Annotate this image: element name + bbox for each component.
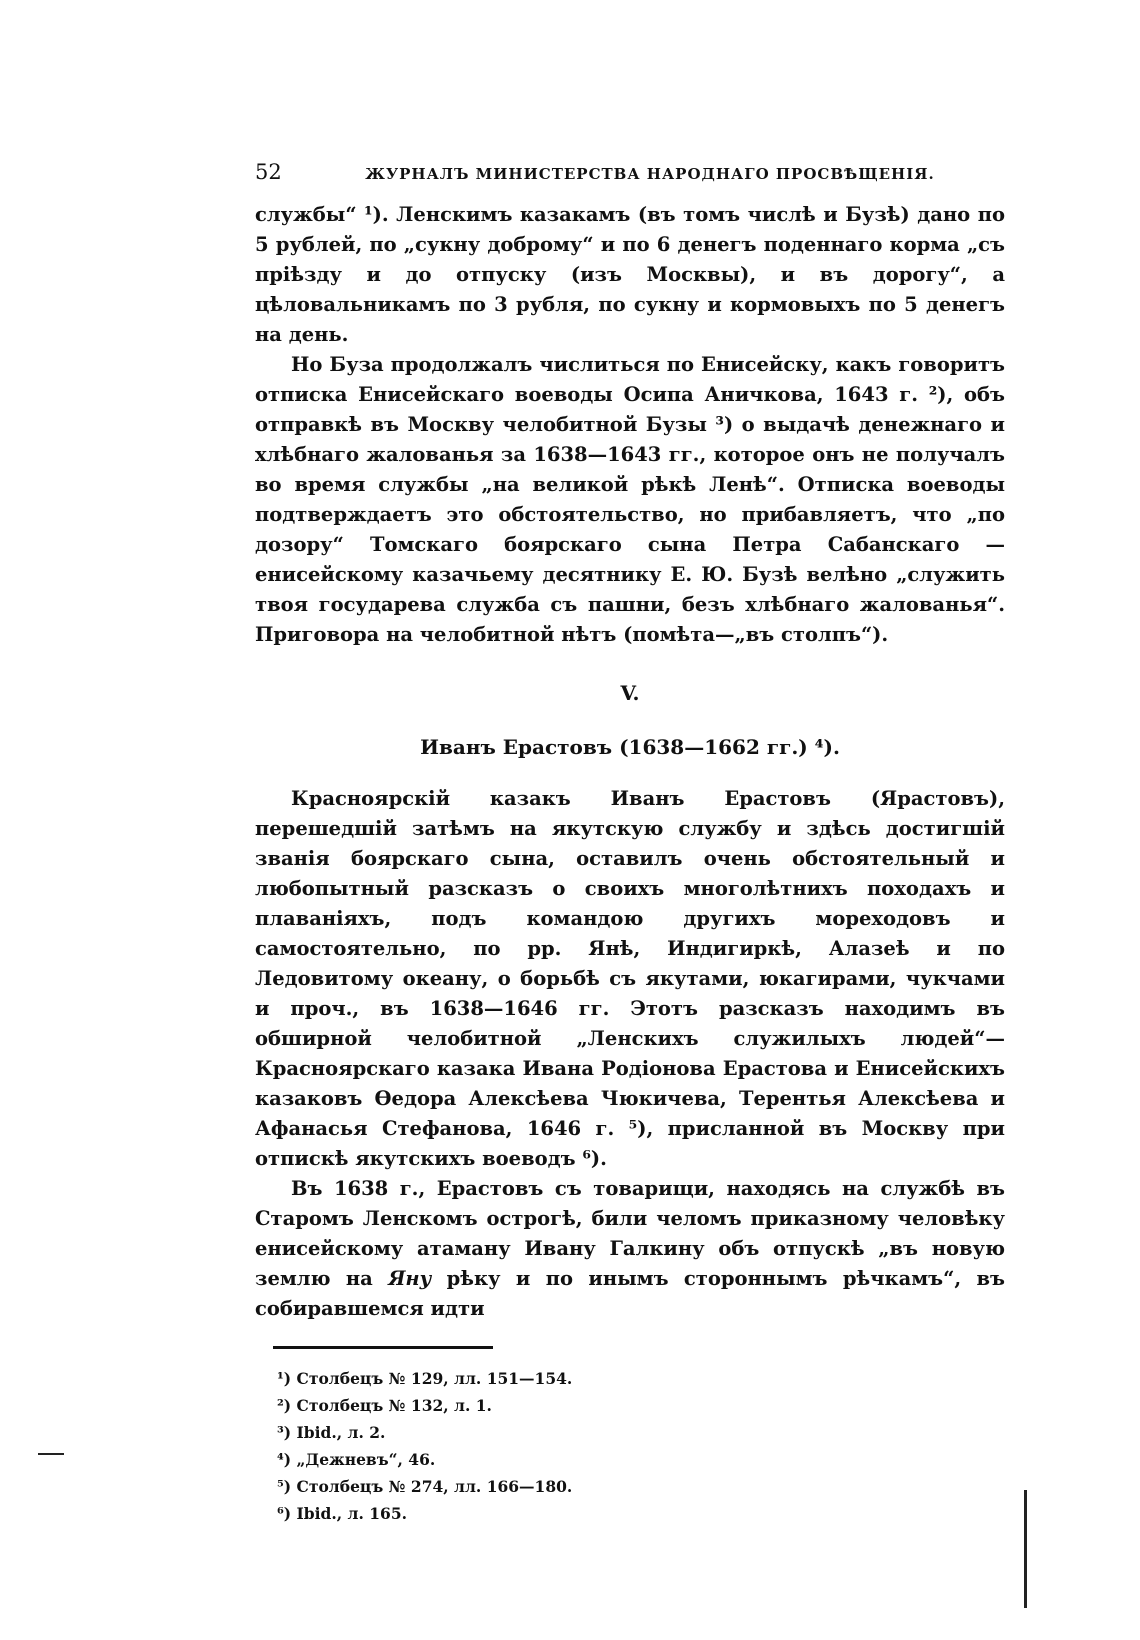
body-text bbox=[255, 200, 1005, 1324]
scan-edge-mark-left bbox=[38, 1453, 64, 1455]
section-number: V. bbox=[620, 681, 640, 705]
footnote-6: ⁶) Ibid., л. 165. bbox=[277, 1504, 407, 1523]
footnotes bbox=[255, 1365, 1005, 1527]
document-page bbox=[255, 160, 1005, 1527]
footnote-3: ³) Ibid., л. 2. bbox=[277, 1423, 386, 1442]
scan-edge-mark-right bbox=[1024, 1490, 1027, 1608]
section-title: Иванъ Ерастовъ (1638—1662 гг.) ⁴). bbox=[420, 735, 840, 759]
paragraph-4-end: рѣку и по инымъ стороннымъ рѣчкамъ“, въ собиравшемся идти bbox=[255, 1267, 1005, 1320]
footnote-divider bbox=[273, 1346, 493, 1349]
paragraph-1: службы“ ¹). Ленскимъ казакамъ (въ томъ числѣ и Бузѣ) дано по 5 рублей, по „сукну доброму“ и по 6 денегъ поденнаго корма „съ пріѣзду и до отпуску (изъ Москвы), и въ дорогу“, а цѣловальникамъ по 3 рубля, по сукну и кормовыхъ по 5 денегъ на день. bbox=[255, 203, 1005, 346]
footnote-1: ¹) Столбецъ № 129, лл. 151—154. bbox=[277, 1369, 573, 1388]
river-name-italic: Яну bbox=[388, 1267, 432, 1290]
page-header bbox=[255, 160, 1005, 200]
paragraph-2: Но Буза продолжалъ числиться по Енисейску, какъ говоритъ отписка Енисейскаго воеводы Осипа Аничкова, 1643 г. ²), объ отправкѣ въ Москву челобитной Бузы ³) о выдачѣ денежнаго и хлѣбнаго жалованья за 1638—1643 гг., которое онъ не получалъ во время службы „на великой рѣкѣ Ленѣ“. Отписка воеводы подтверждаетъ это обстоятельство, но прибавляетъ, что „по дозору“ Томскаго боярскаго сына Петра Сабанскаго — енисейскому казачьему десятнику Е. Ю. Бузѣ велѣно „служить твоя государева служба съ пашни, безъ хлѣбнаго жалованья“. Приговора на челобитной нѣтъ (помѣта—„въ столпъ“). bbox=[255, 353, 1005, 646]
running-head: ЖУРНАЛЪ МИНИСТЕРСТВА НАРОДНАГО ПРОСВѢЩЕНІЯ. bbox=[365, 165, 935, 183]
paragraph-3: Красноярскій казакъ Иванъ Ерастовъ (Ярастовъ), перешедшій затѣмъ на якутскую службу и здѣсь достигшій званія боярскаго сына, оставилъ очень обстоятельный и любопытный разсказъ о своихъ многолѣтнихъ походахъ и плаваніяхъ, подъ командою другихъ мореходовъ и самостоятельно, по рр. Янѣ, Индигиркѣ, Алазеѣ и по Ледовитому океану, о борьбѣ съ якутами, юкагирами, чукчами и проч., въ 1638—1646 гг. Этотъ разсказъ находимъ въ обширной челобитной „Ленскихъ служилыхъ людей“—Красноярскаго казака Ивана Родіонова Ерастова и Енисейскихъ казаковъ Ѳедора Алексѣева Чюкичева, Терентья Алексѣева и Афанасья Стефанова, 1646 г. ⁵), присланной въ Москву при отпискѣ якутскихъ воеводъ ⁶). bbox=[255, 787, 1005, 1170]
paragraph-4 bbox=[255, 1174, 1005, 1324]
footnote-4: ⁴) „Дежневъ“, 46. bbox=[277, 1450, 436, 1469]
footnote-2: ²) Столбецъ № 132, л. 1. bbox=[277, 1396, 492, 1415]
footnote-5: ⁵) Столбецъ № 274, лл. 166—180. bbox=[277, 1477, 573, 1496]
paragraph-4-start: Въ 1638 г., Ерастовъ съ товарищи, находясь на службѣ въ Старомъ Ленскомъ острогѣ, били челомъ приказному человѣку енисейскому атаману Ивану Галкину объ отпускѣ „въ новую землю на bbox=[255, 1177, 1005, 1290]
page-number: 52 bbox=[255, 160, 282, 184]
